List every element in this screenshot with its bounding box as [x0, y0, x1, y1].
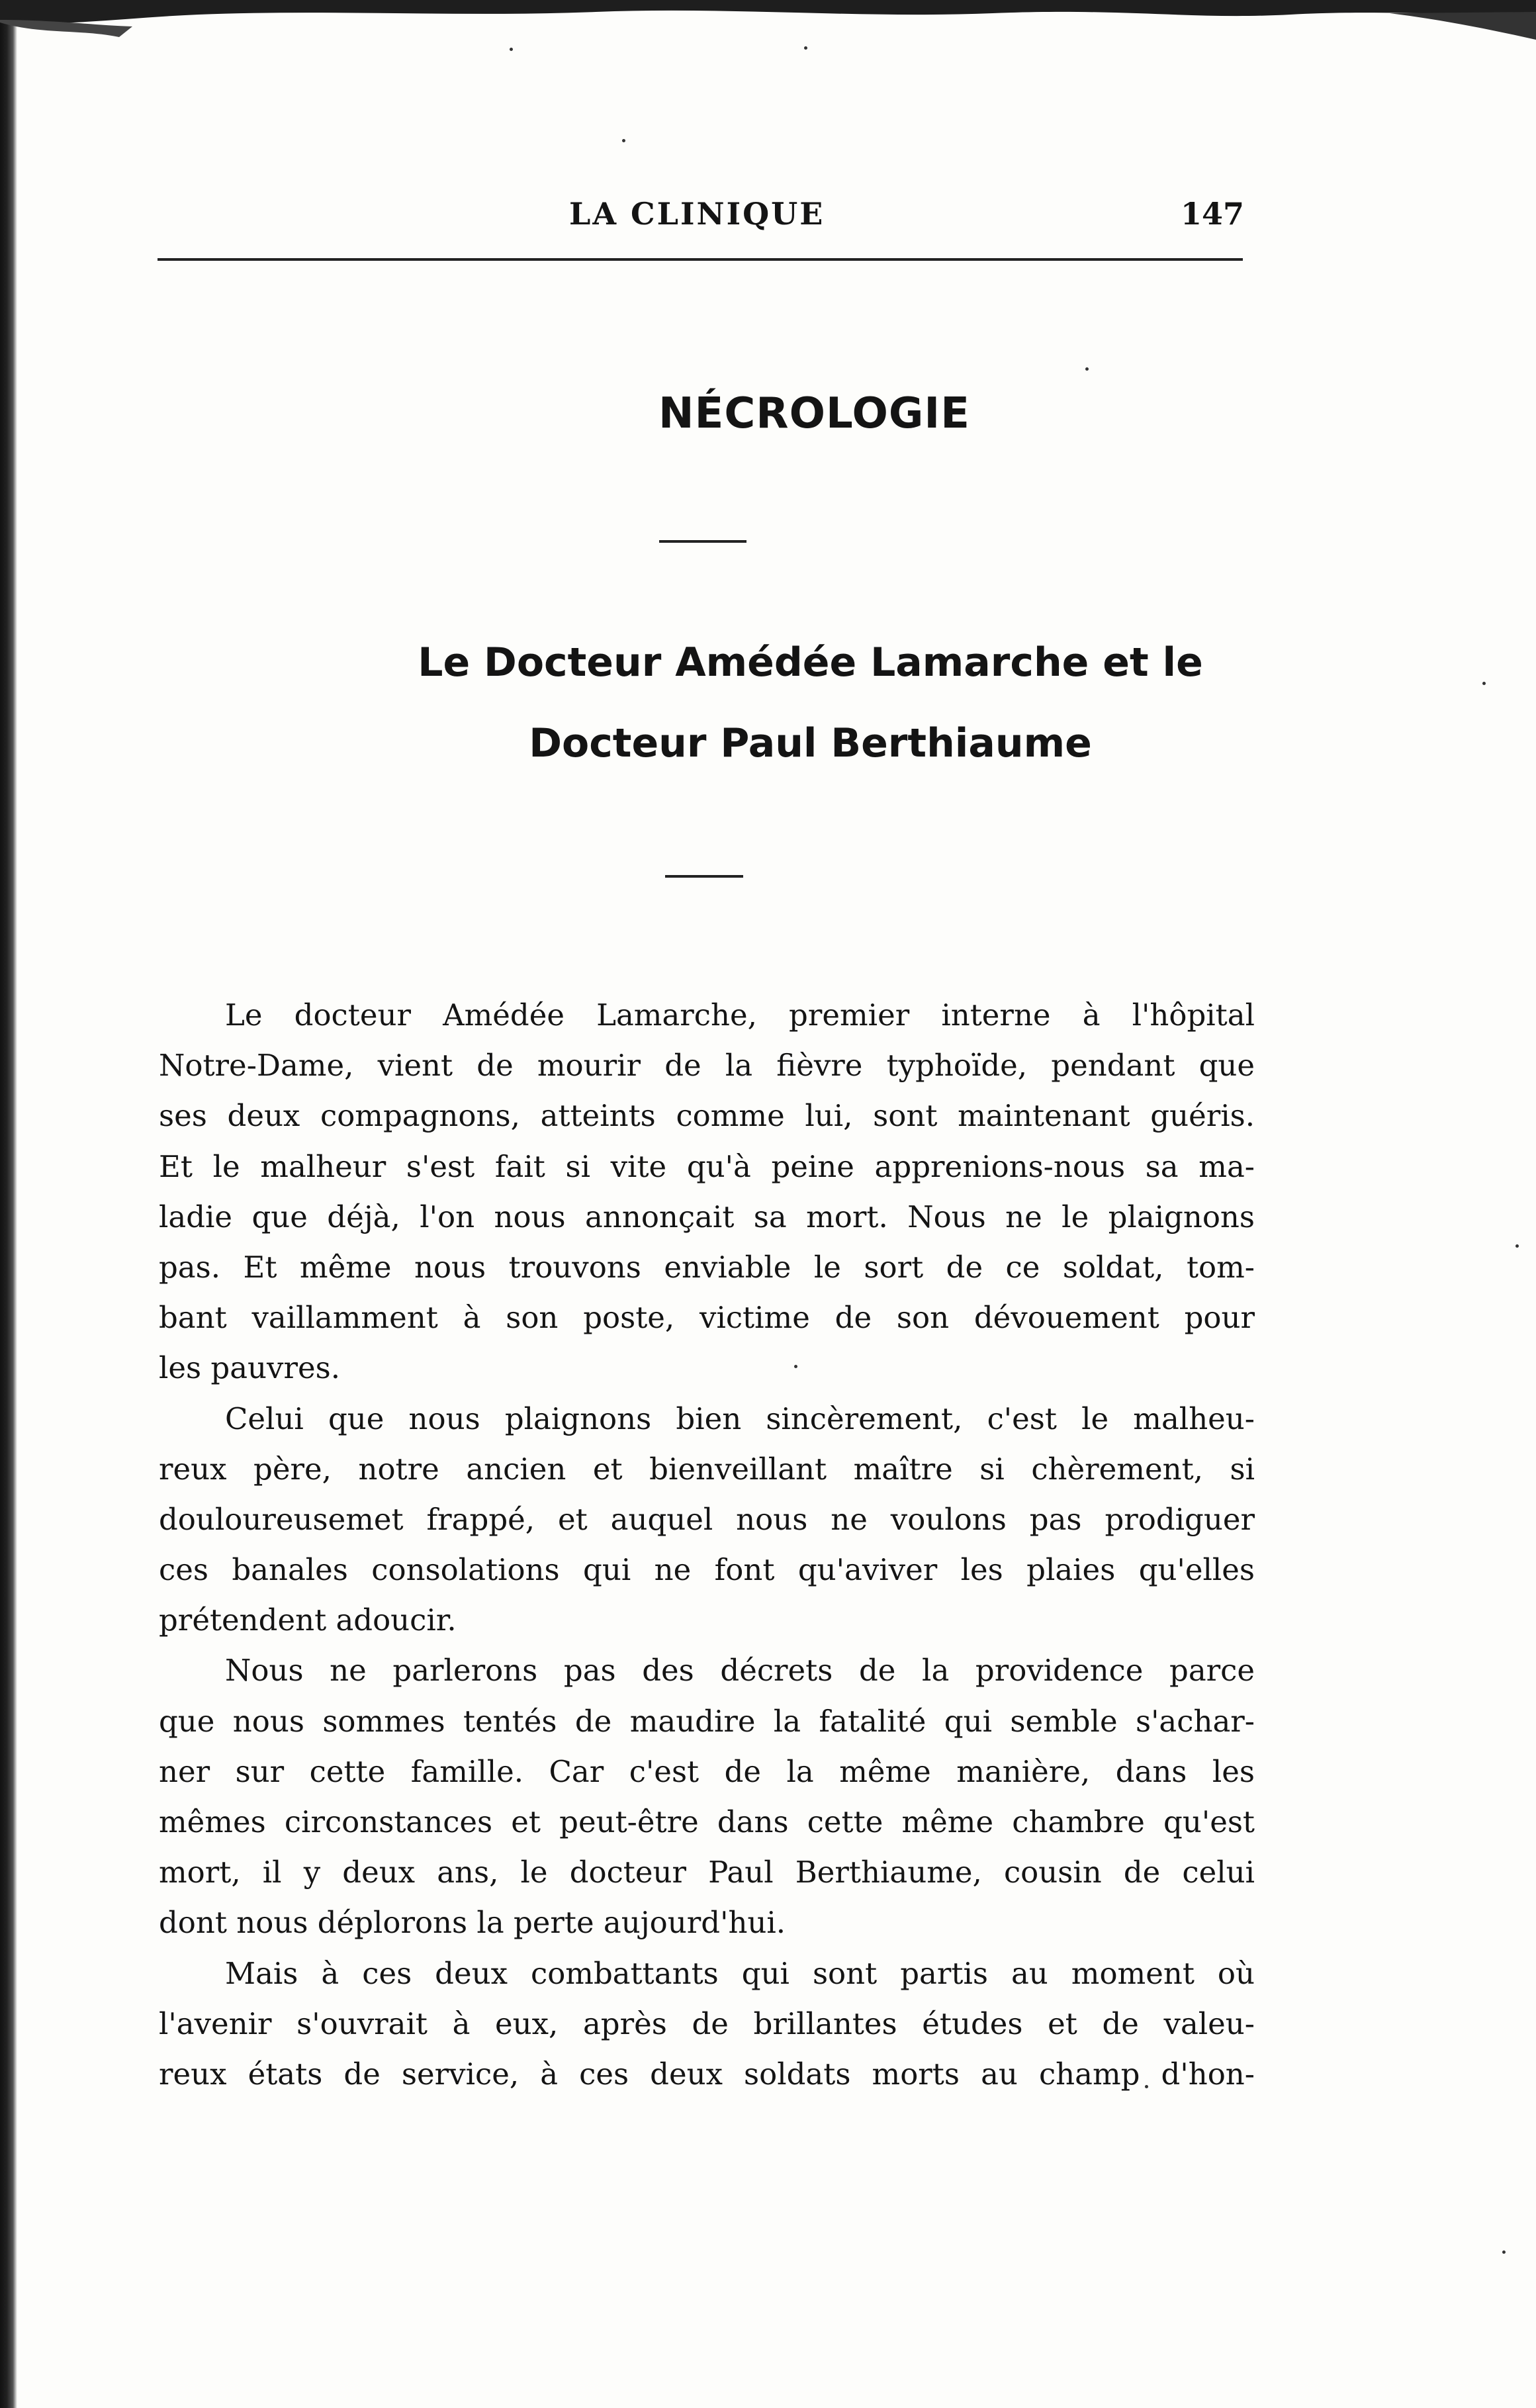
article-body: [159, 990, 1255, 2100]
paragraph-1-line: les pauvres.: [159, 1350, 340, 1386]
scan-speck: [510, 48, 513, 51]
scan-speck: [804, 46, 807, 50]
paragraph-1-line: Et le malheur s'est fait si vite qu'à peine apprenions-nous sa ma-: [159, 1148, 1255, 1184]
paragraph-2-line: ces banales consolations qui ne font qu'aviver les plaies qu'elles: [159, 1552, 1255, 1588]
paragraph-3-line: Nous ne parlerons pas des décrets de la providence parce: [225, 1653, 1255, 1689]
paragraph-1-line: ses deux compagnons, atteints comme lui, sont maintenant guéris.: [159, 1098, 1255, 1134]
running-title: LA CLINIQUE: [569, 196, 825, 232]
paragraph-4-line: reux états de service, à ces deux soldats morts au champ d'hon-: [159, 2056, 1255, 2092]
paragraph-1-line: bant vaillamment à son poste, victime de son dévouement pour: [159, 1300, 1255, 1336]
paragraph-2-line: Celui que nous plaignons bien sincèrement, c'est le malheu-: [225, 1401, 1255, 1436]
paragraph-3-line: mort, il y deux ans, le docteur Paul Berthiaume, cousin de celui: [159, 1855, 1255, 1890]
page-number: 147: [1180, 196, 1244, 232]
title-divider: [665, 875, 743, 878]
running-header: [158, 192, 1249, 245]
paragraph-2-line: douloureusemet frappé, et auquel nous ne voulons pas prodiguer: [159, 1501, 1255, 1537]
article-title-line-2: Docteur Paul Berthiaume: [529, 720, 1092, 766]
paragraph-1-line: Le docteur Amédée Lamarche, premier interne à l'hôpital: [225, 997, 1255, 1033]
scan-speck: [1085, 367, 1089, 371]
paragraph-2-line: prétendent adoucir.: [159, 1602, 457, 1638]
paragraph-3-line: ner sur cette famille. Car c'est de la même manière, dans les: [159, 1753, 1255, 1789]
paragraph-1-line: Notre-Dame, vient de mourir de la fièvre typhoïde, pendant que: [159, 1048, 1255, 1084]
scan-speck: [1502, 2250, 1506, 2254]
paragraph-4-line: Mais à ces deux combattants qui sont partis au moment où: [225, 1955, 1255, 1991]
paragraph-3-line: que nous sommes tentés de maudire la fatalité qui semble s'achar-: [159, 1703, 1255, 1739]
section-divider: [659, 540, 746, 543]
paragraph-1-line: ladie que déjà, l'on nous annonçait sa mort. Nous ne le plaignons: [159, 1199, 1255, 1234]
header-rule: [158, 258, 1243, 261]
paragraph-2-line: reux père, notre ancien et bienveillant maître si chèrement, si: [159, 1451, 1255, 1487]
paragraph-3-line: dont nous déplorons la perte aujourd'hui.: [159, 1905, 786, 1941]
scan-top-edge-noise: [0, 0, 1536, 46]
paragraph-1-line: pas. Et même nous trouvons enviable le sort de ce soldat, tom-: [159, 1249, 1255, 1285]
scan-speck: [1515, 1244, 1519, 1248]
binding-shadow: [0, 0, 17, 2408]
article-title-line-1: Le Docteur Amédée Lamarche et le: [418, 639, 1203, 686]
section-title: NÉCROLOGIE: [658, 389, 970, 438]
paragraph-3-line: mêmes circonstances et peut-être dans cette même chambre qu'est: [159, 1804, 1255, 1839]
paragraph-4-line: l'avenir s'ouvrait à eux, après de brillantes études et de valeu-: [159, 2006, 1255, 2041]
scan-speck: [622, 139, 625, 142]
